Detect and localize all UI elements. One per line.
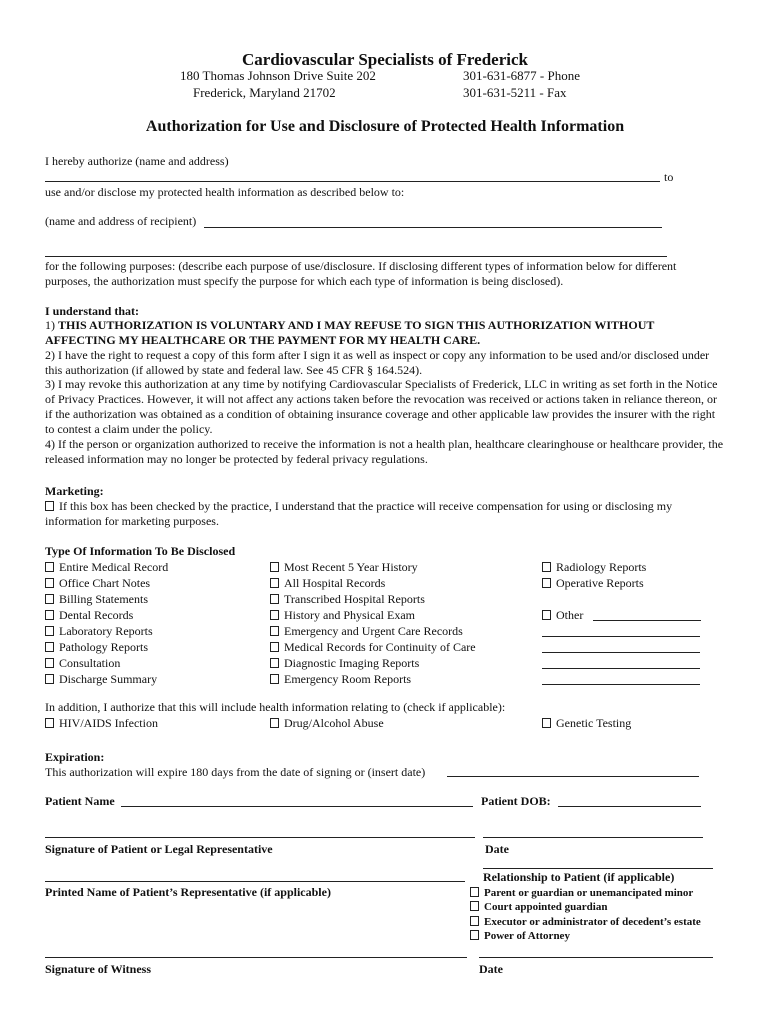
checkbox[interactable]: [470, 887, 479, 897]
info-option: Transcribed Hospital Reports: [270, 592, 425, 607]
info-option: Discharge Summary: [45, 672, 157, 687]
marketing-text: If this box has been checked by the practice, I understand that the practice will receive compensation for using or disclosing my information for marketing purposes.: [45, 499, 673, 528]
witness-signature-label: Signature of Witness: [45, 962, 152, 976]
checkbox[interactable]: [45, 562, 54, 572]
info-option-other: Other: [542, 608, 583, 623]
other-line[interactable]: [542, 652, 700, 653]
expiration-heading: Expiration:: [45, 750, 105, 764]
info-option: Operative Reports: [542, 576, 644, 591]
checkbox[interactable]: [270, 674, 279, 684]
patient-signature-line[interactable]: [45, 837, 475, 838]
info-option: Dental Records: [45, 608, 133, 623]
checkbox[interactable]: [45, 674, 54, 684]
checkbox[interactable]: [270, 610, 279, 620]
checkbox[interactable]: [270, 642, 279, 652]
info-types-heading: Type Of Information To Be Disclosed: [45, 544, 236, 558]
authorizer-name-line[interactable]: [45, 181, 660, 182]
checkbox[interactable]: [45, 594, 54, 604]
fax-number: 301-631-5211 - Fax: [463, 85, 567, 100]
checkbox[interactable]: [45, 642, 54, 652]
understand-item-1: [45, 318, 725, 348]
address-line-1: 180 Thomas Johnson Drive Suite 202: [180, 68, 376, 83]
recipient-label: (name and address of recipient): [45, 214, 197, 228]
expiration-date-line[interactable]: [447, 776, 699, 777]
authorize-label: I hereby authorize (name and address): [45, 154, 229, 168]
witness-date-label: Date: [479, 962, 503, 976]
marketing-text-block: [45, 499, 725, 529]
checkbox[interactable]: [542, 562, 551, 572]
checkbox[interactable]: [270, 594, 279, 604]
checkbox[interactable]: [270, 626, 279, 636]
other-line[interactable]: [542, 636, 700, 637]
checkbox[interactable]: [542, 718, 551, 728]
understand-item-4: 4) If the person or organization authorized to receive the information is not a health plan, healthcare clearinghouse or healthcare provider, the released information may no longer be protected by federal privacy regulations.: [45, 437, 724, 466]
info-option: Diagnostic Imaging Reports: [270, 656, 419, 671]
witness-signature-line[interactable]: [45, 957, 467, 958]
checkbox[interactable]: [470, 916, 479, 926]
checkbox[interactable]: [270, 658, 279, 668]
recipient-address-line[interactable]: [45, 256, 667, 257]
form-title: Authorization for Use and Disclosure of Protected Health Information: [145, 118, 625, 135]
info-option: Emergency and Urgent Care Records: [270, 624, 463, 639]
org-name: Cardiovascular Specialists of Frederick: [242, 50, 528, 69]
representative-name-line[interactable]: [45, 881, 465, 882]
marketing-checkbox[interactable]: [45, 501, 54, 511]
info-option: Emergency Room Reports: [270, 672, 411, 687]
info-option: All Hospital Records: [270, 576, 385, 591]
info-option: Office Chart Notes: [45, 576, 150, 591]
info-option: Most Recent 5 Year History: [270, 560, 418, 575]
item-1-number: 1): [45, 318, 58, 332]
other-line[interactable]: [542, 684, 700, 685]
info-option: Radiology Reports: [542, 560, 646, 575]
date-line[interactable]: [483, 837, 703, 838]
info-option: History and Physical Exam: [270, 608, 415, 623]
purposes-text: for the following purposes: (describe each purpose of use/disclosure. If disclosing different types of information below for different purposes, the authorization must specify the purpose for which each type of information is being disclosed).: [45, 259, 677, 288]
other-line[interactable]: [593, 620, 701, 621]
checkbox[interactable]: [542, 578, 551, 588]
date-label: Date: [485, 842, 509, 856]
info-option: Laboratory Reports: [45, 624, 153, 639]
item-1-text: THIS AUTHORIZATION IS VOLUNTARY AND I MAY REFUSE TO SIGN THIS AUTHORIZATION WITHOUT AFFECTING MY HEALTHCARE OR THE PAYMENT FOR MY HEALTH CARE.: [45, 318, 655, 347]
relationship-option: Parent or guardian or unemancipated minor: [470, 886, 693, 900]
info-option: Entire Medical Record: [45, 560, 168, 575]
other-line[interactable]: [542, 668, 700, 669]
info-option: Billing Statements: [45, 592, 148, 607]
checkbox[interactable]: [45, 578, 54, 588]
checkbox[interactable]: [470, 930, 479, 940]
witness-date-line[interactable]: [479, 957, 713, 958]
info-option: Consultation: [45, 656, 120, 671]
relationship-option: Power of Attorney: [470, 929, 570, 943]
checkbox[interactable]: [270, 578, 279, 588]
representative-name-label: Printed Name of Patient’s Representative (if applicable): [45, 885, 331, 899]
info-option: Pathology Reports: [45, 640, 148, 655]
understand-heading: I understand that:: [45, 304, 140, 318]
patient-name-line[interactable]: [121, 806, 473, 807]
recipient-line[interactable]: [204, 227, 662, 228]
relationship-option: Executor or administrator of decedent’s estate: [470, 915, 701, 929]
address-line-2: Frederick, Maryland 21702: [193, 85, 336, 100]
checkbox[interactable]: [542, 610, 551, 620]
understand-item-2: 2) I have the right to request a copy of this form after I sign it as well as inspect or copy any information to be used and/or disclosed under this authorization (if allowed by state and federal law. See 45 CFR § 164.524).: [45, 348, 710, 377]
additional-option: HIV/AIDS Infection: [45, 716, 158, 731]
patient-name-label: Patient Name: [45, 794, 115, 808]
understand-item-3: 3) I may revoke this authorization at any time by notifying Cardiovascular Specialists of Frederick, LLC in writing as set forth in the Notice of Privacy Practices. However, it will not affect any actions taken before the revocation was received or actions taken in reliance thereon, or if the authorization was obtained as a condition of obtaining insurance coverage and other applicable law provides the insurer with the right to contest a claim under the policy.: [45, 377, 718, 436]
additional-option: Drug/Alcohol Abuse: [270, 716, 384, 731]
patient-dob-line[interactable]: [558, 806, 701, 807]
checkbox[interactable]: [470, 901, 479, 911]
relationship-heading: Relationship to Patient (if applicable): [483, 870, 675, 884]
checkbox[interactable]: [45, 610, 54, 620]
checkbox[interactable]: [45, 718, 54, 728]
checkbox[interactable]: [270, 718, 279, 728]
additional-option: Genetic Testing: [542, 716, 631, 731]
additional-text: In addition, I authorize that this will include health information relating to (check if applicable):: [45, 700, 506, 714]
checkbox[interactable]: [45, 626, 54, 636]
use-disclose-text: use and/or disclose my protected health information as described below to:: [45, 185, 405, 199]
patient-signature-label: Signature of Patient or Legal Representative: [45, 842, 273, 856]
checkbox[interactable]: [270, 562, 279, 572]
patient-dob-label: Patient DOB:: [481, 794, 551, 808]
info-option: Medical Records for Continuity of Care: [270, 640, 476, 655]
expiration-text: This authorization will expire 180 days from the date of signing or (insert date): [45, 765, 426, 779]
phone-number: 301-631-6877 - Phone: [463, 68, 580, 83]
marketing-heading: Marketing:: [45, 484, 104, 498]
to-label: to: [664, 170, 674, 184]
relationship-option: Court appointed guardian: [470, 900, 607, 914]
checkbox[interactable]: [45, 658, 54, 668]
relationship-line[interactable]: [483, 868, 713, 869]
